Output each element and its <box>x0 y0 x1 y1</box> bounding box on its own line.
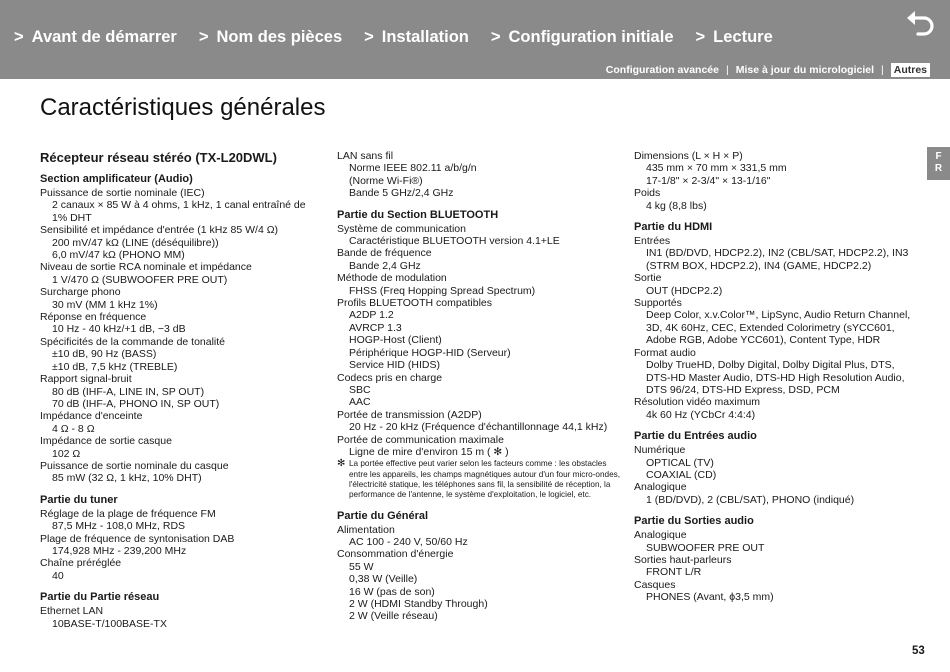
spec-value: SBC <box>349 383 371 396</box>
spec-label: Puissance de sortie nominale du casque <box>40 459 229 472</box>
nav-avant-de-demarrer[interactable] <box>14 28 177 47</box>
nav-lecture[interactable] <box>696 28 773 47</box>
nav-installation[interactable] <box>364 28 469 47</box>
spec-label: Poids <box>634 187 661 200</box>
spec-label: Plage de fréquence de syntonisation DAB <box>40 532 235 545</box>
spec-value: FHSS (Freq Hopping Spread Spectrum) <box>349 284 536 297</box>
spec-value: ±10 dB, 90 Hz (BASS) <box>52 348 157 361</box>
spec-value: 70 dB (IHF-A, PHONO IN, SP OUT) <box>52 397 220 410</box>
subnav-separator: | <box>881 64 884 76</box>
spec-value: (STRM BOX, HDCP2.2), IN4 (GAME, HDCP2.2) <box>646 259 872 272</box>
spec-value: AAC <box>349 396 371 409</box>
col3-top-lines <box>634 150 924 212</box>
page-title: Caractéristiques générales <box>40 94 326 121</box>
spec-label: Profils BLUETOOTH compatibles <box>337 297 493 310</box>
spec-value: 1% DHT <box>52 211 92 224</box>
col3-sections <box>634 221 924 604</box>
nav-arrow: > <box>490 28 501 46</box>
section-heading: Partie du Sorties audio <box>634 515 754 528</box>
spec-value: Périphérique HOGP-HID (Serveur) <box>349 346 511 359</box>
nav-label: Lecture <box>713 28 773 46</box>
spec-label: Niveau de sortie RCA nominale et impédance <box>40 261 252 274</box>
spec-value: 10 Hz - 40 kHz/+1 dB, −3 dB <box>52 323 186 336</box>
spec-label: LAN sans fil <box>337 150 394 162</box>
spec-column-1 <box>40 150 330 630</box>
spec-label: Puissance de sortie nominale (IEC) <box>40 187 205 199</box>
spec-value: 4 kg (8,8 lbs) <box>646 199 707 212</box>
col2-sections <box>337 209 627 459</box>
language-tab <box>927 147 950 180</box>
spec-value: COAXIAL (CD) <box>646 468 717 481</box>
spec-label: Codecs pris en charge <box>337 371 443 384</box>
spec-value: 174,928 MHz - 239,200 MHz <box>52 544 187 557</box>
subnav-current-autres[interactable]: Autres <box>891 63 930 77</box>
spec-value: 2 W (Veille réseau) <box>349 610 438 623</box>
section-heading: Partie du Entrées audio <box>634 430 757 443</box>
nav-nom-des-pieces[interactable] <box>199 28 342 47</box>
spec-value: 87,5 MHz - 108,0 MHz, RDS <box>52 520 186 533</box>
nav-arrow: > <box>695 28 706 46</box>
spec-value: IN1 (BD/DVD, HDCP2.2), IN2 (CBL/SAT, HDCP2.2), IN3 <box>646 247 909 260</box>
nav-arrow: > <box>198 28 209 46</box>
spec-label: Réponse en fréquence <box>40 311 147 324</box>
top-nav-bar <box>0 0 950 79</box>
spec-value: Service HID (HIDS) <box>349 359 441 372</box>
spec-value: ±10 dB, 7,5 kHz (TREBLE) <box>52 360 178 373</box>
spec-label: Dimensions (L × H × P) <box>634 150 743 162</box>
spec-label: Analogique <box>634 481 687 494</box>
section-heading: Partie du Général <box>337 509 429 522</box>
spec-label: Ethernet LAN <box>40 605 104 618</box>
spec-value: (Norme Wi-Fi®) <box>349 174 423 187</box>
footnote-text: La portée effective peut varier selon les facteurs comme : les obstacles entre les appareils, les champs magnétiques autour d'un four micro-ondes, l'électricité statique, les téléphones sans fil, la sensibilité de réception, la performance de l'antenne, le système d'exploitation, le logiciel, etc. <box>349 459 620 500</box>
spec-value: 3D, 4K 60Hz, CEC, Extended Colorimetry (sYCC601, <box>646 321 895 334</box>
nav-label: Avant de démarrer <box>31 28 177 46</box>
range-footnote <box>337 459 627 500</box>
spec-label: Surcharge phono <box>40 286 121 299</box>
nav-arrow: > <box>364 28 374 46</box>
spec-value: 0,38 W (Veille) <box>349 573 418 586</box>
nav-label: Nom des pièces <box>216 28 343 46</box>
section-heading: Partie du tuner <box>40 493 118 506</box>
spec-value: PHONES (Avant, ϕ3,5 mm) <box>646 591 774 604</box>
spec-value: Ligne de mire d'environ 15 m ( ✻ ) <box>349 445 509 458</box>
spec-label: Bande de fréquence <box>337 247 432 260</box>
spec-value: 80 dB (IHF-A, LINE IN, SP OUT) <box>52 385 205 398</box>
spec-value: DTS-HD Master Audio, DTS-HD High Resolution Audio, <box>646 371 905 384</box>
spec-value: FRONT L/R <box>646 566 702 579</box>
spec-value: SUBWOOFER PRE OUT <box>646 541 765 554</box>
spec-value: 1 (BD/DVD), 2 (CBL/SAT), PHONO (indiqué) <box>646 493 855 506</box>
device-title: Récepteur réseau stéréo (TX-L20DWL) <box>40 150 277 165</box>
spec-label: Consommation d'énergie <box>337 548 454 561</box>
footnote-mark: ✻ <box>337 458 346 470</box>
nav-label: Installation <box>381 28 469 46</box>
nav-arrow: > <box>14 28 24 46</box>
spec-label: Analogique <box>634 529 687 542</box>
spec-value: 435 mm × 70 mm × 331,5 mm <box>646 162 787 175</box>
spec-value: Bande 5 GHz/2,4 GHz <box>349 187 454 200</box>
spec-value: 85 mW (32 Ω, 1 kHz, 10% DHT) <box>52 472 202 485</box>
main-nav <box>14 28 795 47</box>
spec-value: 4k 60 Hz (YCbCr 4:4:4) <box>646 408 756 421</box>
col2-sections-after <box>337 510 627 623</box>
spec-label: Format audio <box>634 346 696 359</box>
spec-column-3 <box>634 150 924 604</box>
spec-value: 55 W <box>349 560 374 573</box>
spec-value: 6,0 mV/47 kΩ (PHONO MM) <box>52 249 185 262</box>
spec-value: 102 Ω <box>52 447 81 460</box>
spec-label: Chaîne préréglée <box>40 557 122 570</box>
spec-value: Adobe RGB, Adobe YCC601), Content Type, HDR <box>646 334 881 347</box>
spec-value: AC 100 - 240 V, 50/60 Hz <box>349 535 468 548</box>
spec-value: A2DP 1.2 <box>349 309 394 322</box>
section-heading: Partie du Section BLUETOOTH <box>337 208 499 221</box>
spec-value: AVRCP 1.3 <box>349 321 402 334</box>
spec-value: 200 mV/47 kΩ (LINE (déséquilibre)) <box>52 236 219 249</box>
spec-label: Casques <box>634 578 676 591</box>
spec-value: 10BASE-T/100BASE-TX <box>52 617 167 630</box>
spec-value: 40 <box>52 569 64 582</box>
spec-value: HOGP-Host (Client) <box>349 334 442 347</box>
col1-sections <box>40 173 330 630</box>
spec-value: 30 mV (MM 1 kHz 1%) <box>52 298 158 311</box>
spec-column-2 <box>337 150 627 623</box>
spec-label: Méthode de modulation <box>337 272 447 285</box>
spec-label: Sorties haut-parleurs <box>634 553 732 566</box>
sub-nav <box>606 63 930 77</box>
spec-label: Système de communication <box>337 222 466 235</box>
spec-value: 20 Hz - 20 kHz (Fréquence d'échantillonnage 44,1 kHz) <box>349 421 608 434</box>
spec-label: Portée de transmission (A2DP) <box>337 408 482 421</box>
spec-value: Bande 2,4 GHz <box>349 259 421 272</box>
back-arrow-icon[interactable] <box>904 8 938 38</box>
spec-label: Portée de communication maximale <box>337 433 504 446</box>
spec-label: Supportés <box>634 297 682 310</box>
nav-label: Configuration initiale <box>508 28 674 46</box>
spec-label: Spécificités de la commande de tonalité <box>40 335 226 348</box>
subnav-mise-a-jour[interactable]: Mise à jour du micrologiciel <box>735 64 874 76</box>
lang-letter: R <box>934 163 943 174</box>
subnav-separator: | <box>725 64 729 76</box>
spec-label: Sensibilité et impédance d'entrée (1 kHz 85 W/4 Ω) <box>40 224 279 237</box>
spec-label: Résolution vidéo maximum <box>634 396 761 409</box>
spec-value: 4 Ω - 8 Ω <box>52 422 95 435</box>
spec-label: Sortie <box>634 272 662 285</box>
spec-value: 2 canaux × 85 W à 4 ohms, 1 kHz, 1 canal entraîné de <box>52 199 306 212</box>
col2-top-lines <box>337 150 627 200</box>
spec-label: Impédance de sortie casque <box>40 435 172 448</box>
spec-value: Caractéristique BLUETOOTH version 4.1+LE <box>349 235 560 248</box>
lang-letter: F <box>935 151 942 162</box>
section-heading: Partie du Partie réseau <box>40 591 160 604</box>
nav-configuration-initiale[interactable] <box>491 28 674 47</box>
subnav-configuration-avancee[interactable]: Configuration avancée <box>605 64 719 76</box>
spec-label: Entrées <box>634 235 671 248</box>
spec-label: Impédance d'enceinte <box>40 410 143 423</box>
spec-value: 1 V/470 Ω (SUBWOOFER PRE OUT) <box>52 273 228 286</box>
spec-value: 16 W (pas de son) <box>349 585 435 598</box>
spec-value: Dolby TrueHD, Dolby Digital, Dolby Digital Plus, DTS, <box>646 359 895 372</box>
spec-value: Deep Color, x.v.Color™, LipSync, Audio Return Channel, <box>646 309 911 322</box>
spec-label: Numérique <box>634 444 686 457</box>
spec-label: Alimentation <box>337 523 395 536</box>
spec-value: 2 W (HDMI Standby Through) <box>349 597 488 610</box>
page-number: 53 <box>912 645 925 657</box>
spec-value: DTS 96/24, DTS-HD Express, DSD, PCM <box>646 383 840 396</box>
spec-label: Réglage de la plage de fréquence FM <box>40 507 216 520</box>
section-heading: Partie du HDMI <box>634 221 713 234</box>
spec-value: OPTICAL (TV) <box>646 456 714 469</box>
spec-value: OUT (HDCP2.2) <box>646 284 723 297</box>
spec-value: Norme IEEE 802.11 a/b/g/n <box>349 162 477 175</box>
spec-value: 17-1/8" × 2-3/4" × 13-1/16" <box>646 174 771 187</box>
section-heading: Section amplificateur (Audio) <box>40 173 193 185</box>
spec-label: Rapport signal-bruit <box>40 373 132 386</box>
